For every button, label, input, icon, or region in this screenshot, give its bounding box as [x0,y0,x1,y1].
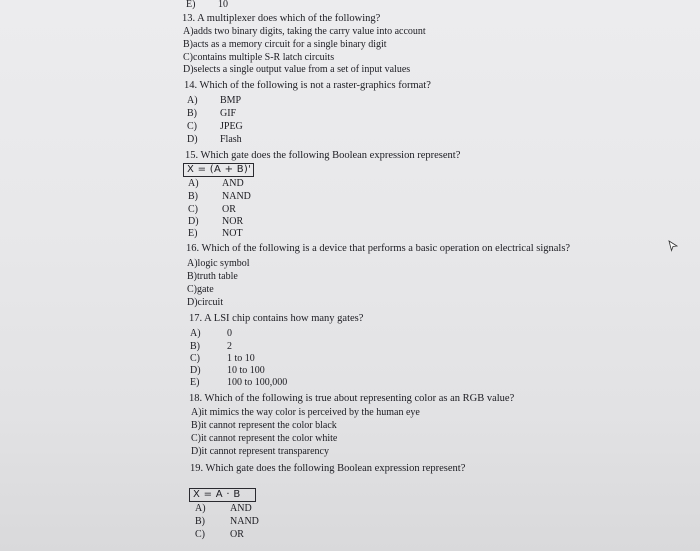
q19-answer-c: OR [230,529,244,540]
q13-question: 13. A multiplexer does which of the following? [182,13,381,24]
q19-answer-b: NAND [230,516,259,527]
q13-option-d: D)selects a single output value from a set of input values [183,64,411,75]
q19-letter-c: C) [195,529,205,540]
q16-option-d: D)circuit [187,297,224,308]
q17-answer-a: 0 [227,328,232,339]
q15-letter-e: E) [188,228,198,239]
q17-letter-e: E) [190,377,200,388]
q15-letter-b: B) [188,191,198,202]
q15-letter-a: A) [188,178,199,189]
q16-option-c: C)gate [187,284,214,295]
q19-boolean-expression: X = A · B [189,488,256,502]
q16-option-b: B)truth table [187,271,238,282]
q15-answer-a: AND [222,178,244,189]
q17-answer-c: 1 to 10 [227,353,255,364]
q14-answer-d: Flash [220,134,242,145]
q14-letter-d: D) [187,134,198,145]
q18-option-d: D)it cannot represent transparency [191,446,329,457]
q14-question: 14. Which of the following is not a raster-graphics format? [184,80,431,91]
q17-answer-d: 10 to 100 [227,365,265,376]
prev-option-letter: E) [186,0,196,10]
q15-boolean-expression: X = (A + B)' [183,163,254,177]
q17-letter-b: B) [190,341,200,352]
q15-question: 15. Which gate does the following Boolean expression represent? [185,150,461,161]
q17-letter-a: A) [190,328,201,339]
q16-question: 16. Which of the following is a device that performs a basic operation on electrical signals? [186,243,571,254]
q19-letter-a: A) [195,503,206,514]
q17-letter-c: C) [190,353,200,364]
q18-question: 18. Which of the following is true about representing color as an RGB value? [189,393,515,404]
q18-option-a: A)it mimics the way color is perceived by the human eye [191,407,420,418]
q15-letter-d: D) [188,216,199,227]
q15-answer-c: OR [222,204,236,215]
q16-option-a: A)logic symbol [187,258,250,269]
q13-option-c: C)contains multiple S-R latch circuits [183,52,335,63]
mouse-pointer-icon [668,240,678,252]
q14-letter-c: C) [187,121,197,132]
q14-answer-c: JPEG [220,121,243,132]
q18-option-b: B)it cannot represent the color black [191,420,337,431]
q13-option-a: A)adds two binary digits, taking the carry value into account [183,26,426,37]
q19-question: 19. Which gate does the following Boolean expression represent? [190,463,466,474]
prev-option-value: 10 [218,0,228,10]
q19-letter-b: B) [195,516,205,527]
q15-answer-d: NOR [222,216,244,227]
q14-answer-a: BMP [220,95,242,106]
q17-letter-d: D) [190,365,201,376]
q17-answer-e: 100 to 100,000 [227,377,288,388]
q14-letter-b: B) [187,108,197,119]
q14-answer-b: GIF [220,108,237,119]
q15-letter-c: C) [188,204,198,215]
q18-option-c: C)it cannot represent the color white [191,433,338,444]
q15-answer-e: NOT [222,228,243,239]
q17-answer-b: 2 [227,341,232,352]
q19-answer-a: AND [230,503,252,514]
q15-answer-b: NAND [222,191,251,202]
q17-question: 17. A LSI chip contains how many gates? [189,313,364,324]
q13-option-b: B)acts as a memory circuit for a single binary digit [183,39,387,50]
q14-letter-a: A) [187,95,198,106]
